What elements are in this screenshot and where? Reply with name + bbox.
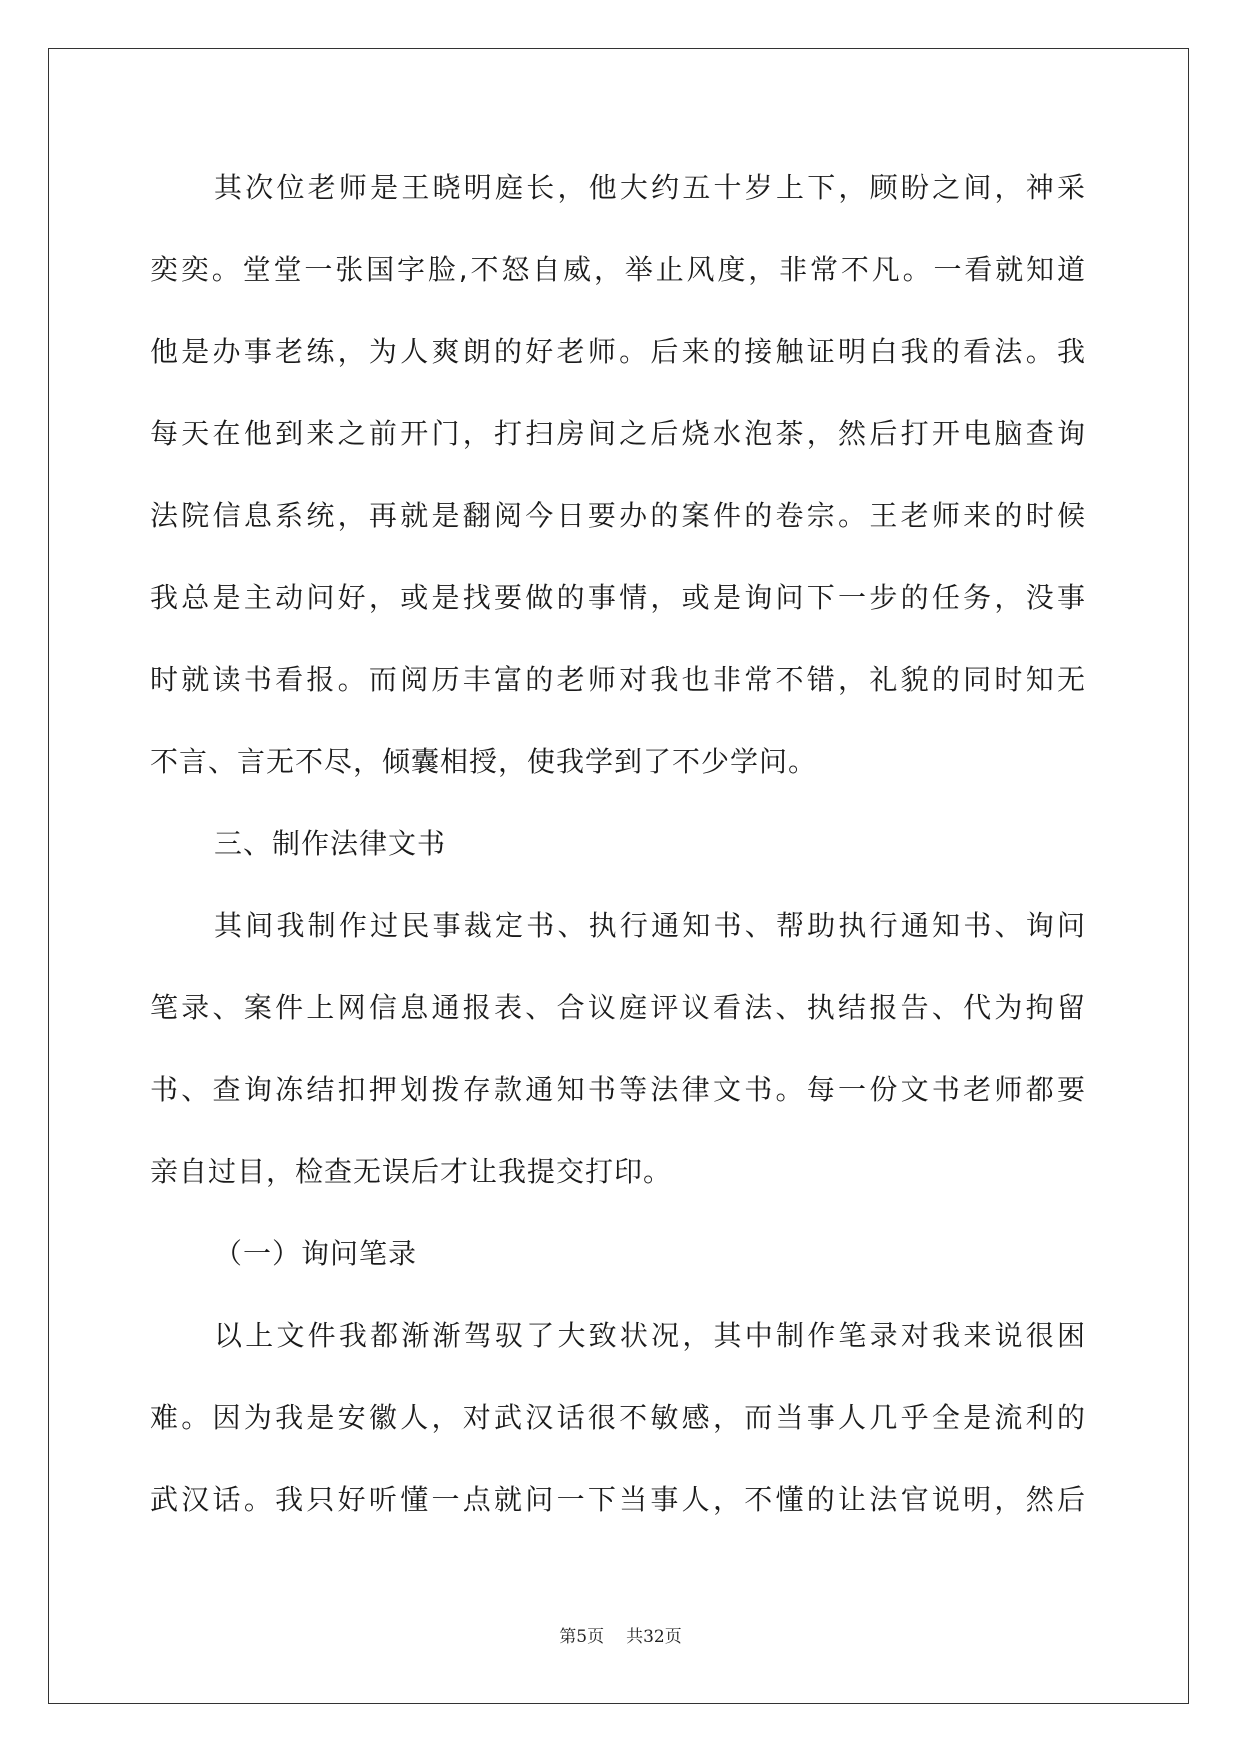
text-line: 笔录、案件上网信息通报表、合议庭评议看法、执结报告、代为拘留 xyxy=(150,991,1086,1024)
text-line: 法院信息系统，再就是翻阅今日要办的案件的卷宗。王老师来的时候 xyxy=(150,499,1086,532)
text-line: 我总是主动问好，或是找要做的事情，或是询问下一步的任务，没事 xyxy=(150,581,1086,614)
page-number: 第5页 xyxy=(559,1627,605,1647)
subsection-heading: （一）询问笔录 xyxy=(214,1237,418,1270)
text-line: 以上文件我都渐渐驾驭了大致状况，其中制作笔录对我来说很困 xyxy=(214,1319,1086,1352)
text-line: 其间我制作过民事裁定书、执行通知书、帮助执行通知书、询问 xyxy=(214,909,1086,942)
text-line: 每天在他到来之前开门，打扫房间之后烧水泡茶，然后打开电脑查询 xyxy=(150,417,1086,450)
text-line: 书、查询冻结扣押划拨存款通知书等法律文书。每一份文书老师都要 xyxy=(150,1073,1086,1106)
page-total: 共32页 xyxy=(626,1627,682,1647)
page-footer xyxy=(0,1622,1241,1647)
text-line: 其次位老师是王晓明庭长，他大约五十岁上下，顾盼之间，神采 xyxy=(214,171,1086,204)
text-line: 不言、言无不尽，倾囊相授，使我学到了不少学问。 xyxy=(150,745,818,778)
document-body xyxy=(150,162,1086,1556)
section-heading: 三、制作法律文书 xyxy=(214,827,447,860)
text-line: 他是办事老练，为人爽朗的好老师。后来的接触证明白我的看法。我 xyxy=(150,335,1086,368)
text-line: 亲自过目，检查无误后才让我提交打印。 xyxy=(150,1155,673,1188)
text-line: 难。因为我是安徽人，对武汉话很不敏感，而当事人几乎全是流利的 xyxy=(150,1401,1086,1434)
text-line: 时就读书看报。而阅历丰富的老师对我也非常不错，礼貌的同时知无 xyxy=(150,663,1086,696)
text-line: 奕奕。堂堂一张国字脸,不怒自威，举止风度，非常不凡。一看就知道 xyxy=(150,253,1086,286)
text-line: 武汉话。我只好听懂一点就问一下当事人，不懂的让法官说明，然后 xyxy=(150,1483,1086,1516)
